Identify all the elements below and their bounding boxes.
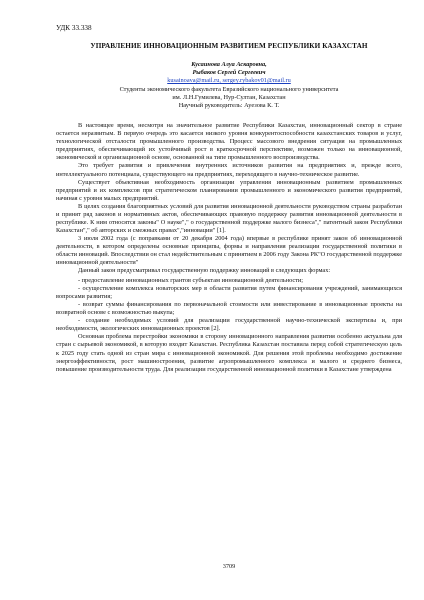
body-paragraph-1: В настоящее время, несмотря на значительное развитие Республики Казахстан, инновационный сектор в стране остается неразвитым. В первую очередь это касается низкого уровня конкурентоспособности казахстанских товаров и услуг, технологической отсталости промышленного производства. Процесс массового внедрения ситуация на промышленных предприятиях, обеспечивающий их устойчивый рост в краткосрочной перспективе, возможен только на инновационной, экономической и организационной основе, основанной на типе промышленного воспроизводства. [56,122,402,162]
page-number: 3709 [222,563,236,570]
email-link-2[interactable]: sergey.rybakov01@mail.ru [222,77,291,85]
supervisor-line: Научный руководитель: Ауезова К. Т. [178,102,280,110]
author-block [56,61,402,110]
author-name-1: Кусаинова Алуа Аскаровна, [191,61,267,68]
affiliation-line-2: им. Л.Н.Гумилева, Нур-Султан, Казахстан [172,93,286,101]
email-separator: , [219,77,223,85]
paper-body [56,122,402,373]
body-paragraph-4: В целях создания благоприятных условий для развития инновационной деятельности руководством страны разработан и принят ряд законов и нормативных актов, обеспечивающих правовую поддержку развития инновационной деятельности в республике. К ним относятся законы" О науке"," о государственной поддержке малого бизнеса"," патентный закон Республики Казахстан"," об авторских и смежных правах","инновации" [1]. [56,202,402,234]
body-paragraph-5: 3 июля 2002 года (с поправками от 20 декабря 2004 года) впервые в республике принят закон об инновационной деятельности, в котором определены основные принципы, формы и направления реализации государственной политики в области инноваций. Впоследствии он стал недействительным с принятием в 2006 году Закона РК"О государственной поддержке инновационной деятельности" [56,234,402,267]
body-paragraph-7: Основная проблема перестройки экономики в сторону инновационного направления развития особенно актуальна для стран с сырьевой экономикой, в которую входит Казахстан. Республика Казахстан поставила перед собой стратегическую цель к 2025 году стать одной из стран мира с инновационной экономикой. Для решения этой проблемы необходимо достижение энергоэффективности, рост машиностроения, развитие агропромышленного комплекса и малого и среднего бизнеса, повышение производительности труда. Для реализации государственной инновационной политики в Казахстане утверждена [56,333,402,373]
author-emails [56,77,402,85]
udc-code: УДК 33.338 [56,24,92,32]
author-name-2: Рыбаков Сергей Сергеевич [192,69,266,77]
list-item-measures: - осуществление комплекса новаторских мер в области развития путем финансирования учреждений, занимающихся вопросами развития; [56,285,402,301]
body-paragraph-3: Существует объективная необходимость организации управления инновационным развитием промышленных предприятий и их комплексов при стратегическом планировании промышленного и экономического развития предприятий, начиная с уровня малых предприятий. [56,178,402,202]
body-paragraph-2: Это требует развития и привлечения внутренних источников развития на предприятиях и, прежде всего, интеллектуального потенциала, существующего на предприятиях, переходящего в научно-техническое развитие. [56,162,402,178]
list-item-expertise: - создание необходимых условий для реализации государственной научно-технической экспертизы и, при необходимости, экологических инновационных проектов [2]. [56,317,402,333]
affiliation-line-1: Студенты экономического факультета Евразийского национального университета [119,85,339,93]
body-paragraph-6: Данный закон предусматривал государственную поддержку инноваций в следующих формах: [78,267,331,275]
list-item-refund: - возврат суммы финансирования по первоначальной стоимости или инвестирование в инновационные проекты на возвратной основе с возможностью выкупа; [56,301,402,317]
list-item-grants: - предоставление инновационных грантов субъектам инновационной деятельности; [78,277,304,285]
paper-title: УПРАВЛЕНИЕ ИННОВАЦИОННЫМ РАЗВИТИЕМ РЕСПУБЛИКИ КАЗАХСТАН [90,42,368,50]
email-link-1[interactable]: kusainoava@mail.ru [167,77,220,85]
